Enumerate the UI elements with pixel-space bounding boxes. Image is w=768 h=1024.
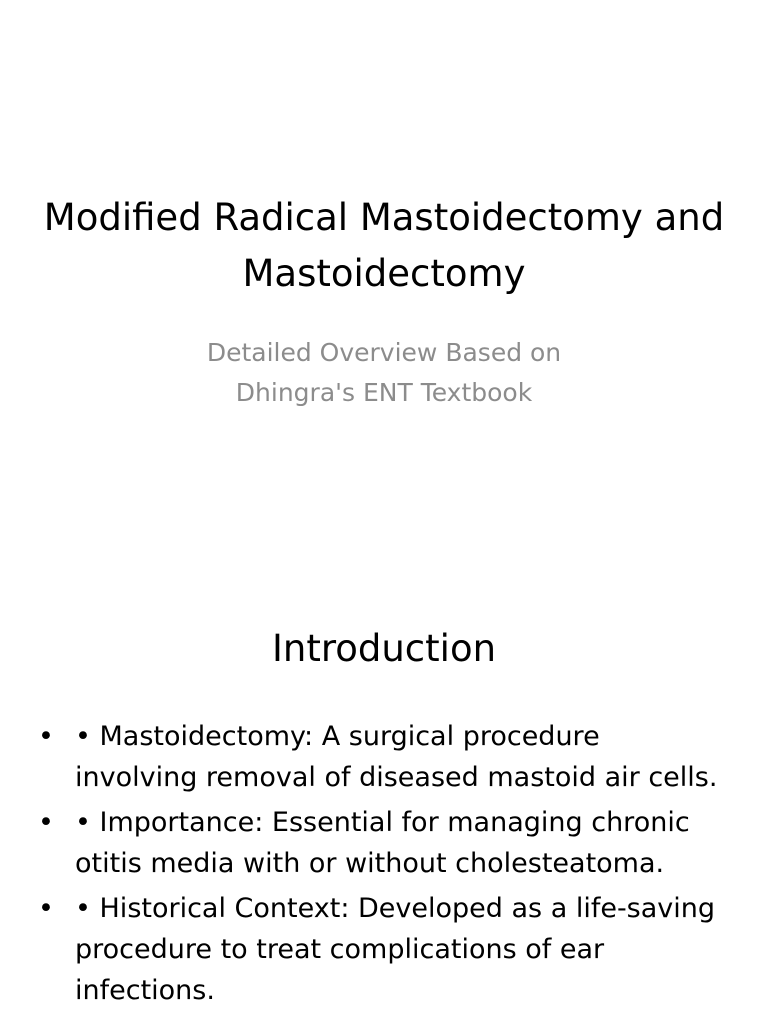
bullet-list: [38, 716, 728, 1015]
bullet-item: [38, 802, 728, 884]
bullet-item: [38, 716, 728, 798]
bullet-text: • Historical Context: Developed as a life-saving procedure to treat complications of ear infections.: [75, 893, 716, 1006]
subtitle-line-1: Detailed Overview Based on: [206, 338, 562, 367]
introduction-slide: [0, 576, 768, 1024]
bullet-marker: •: [38, 807, 54, 838]
bullet-text: • Mastoidectomy: A surgical procedure involving removal of diseased mastoid air cells.: [75, 721, 718, 793]
bullet-marker: •: [38, 893, 54, 924]
subtitle-line-2: Dhingra's ENT Textbook: [235, 378, 533, 407]
slide-heading: Introduction: [271, 627, 497, 670]
bullet-item: [38, 888, 728, 1011]
bullet-text: • Importance: Essential for managing chronic otitis media with or without cholesteatoma.: [75, 807, 690, 879]
slide-title: Modified Radical Mastoidectomy and Mastoidectomy: [43, 196, 725, 295]
slide-subtitle: [80, 333, 688, 413]
bullet-marker: •: [38, 721, 54, 752]
